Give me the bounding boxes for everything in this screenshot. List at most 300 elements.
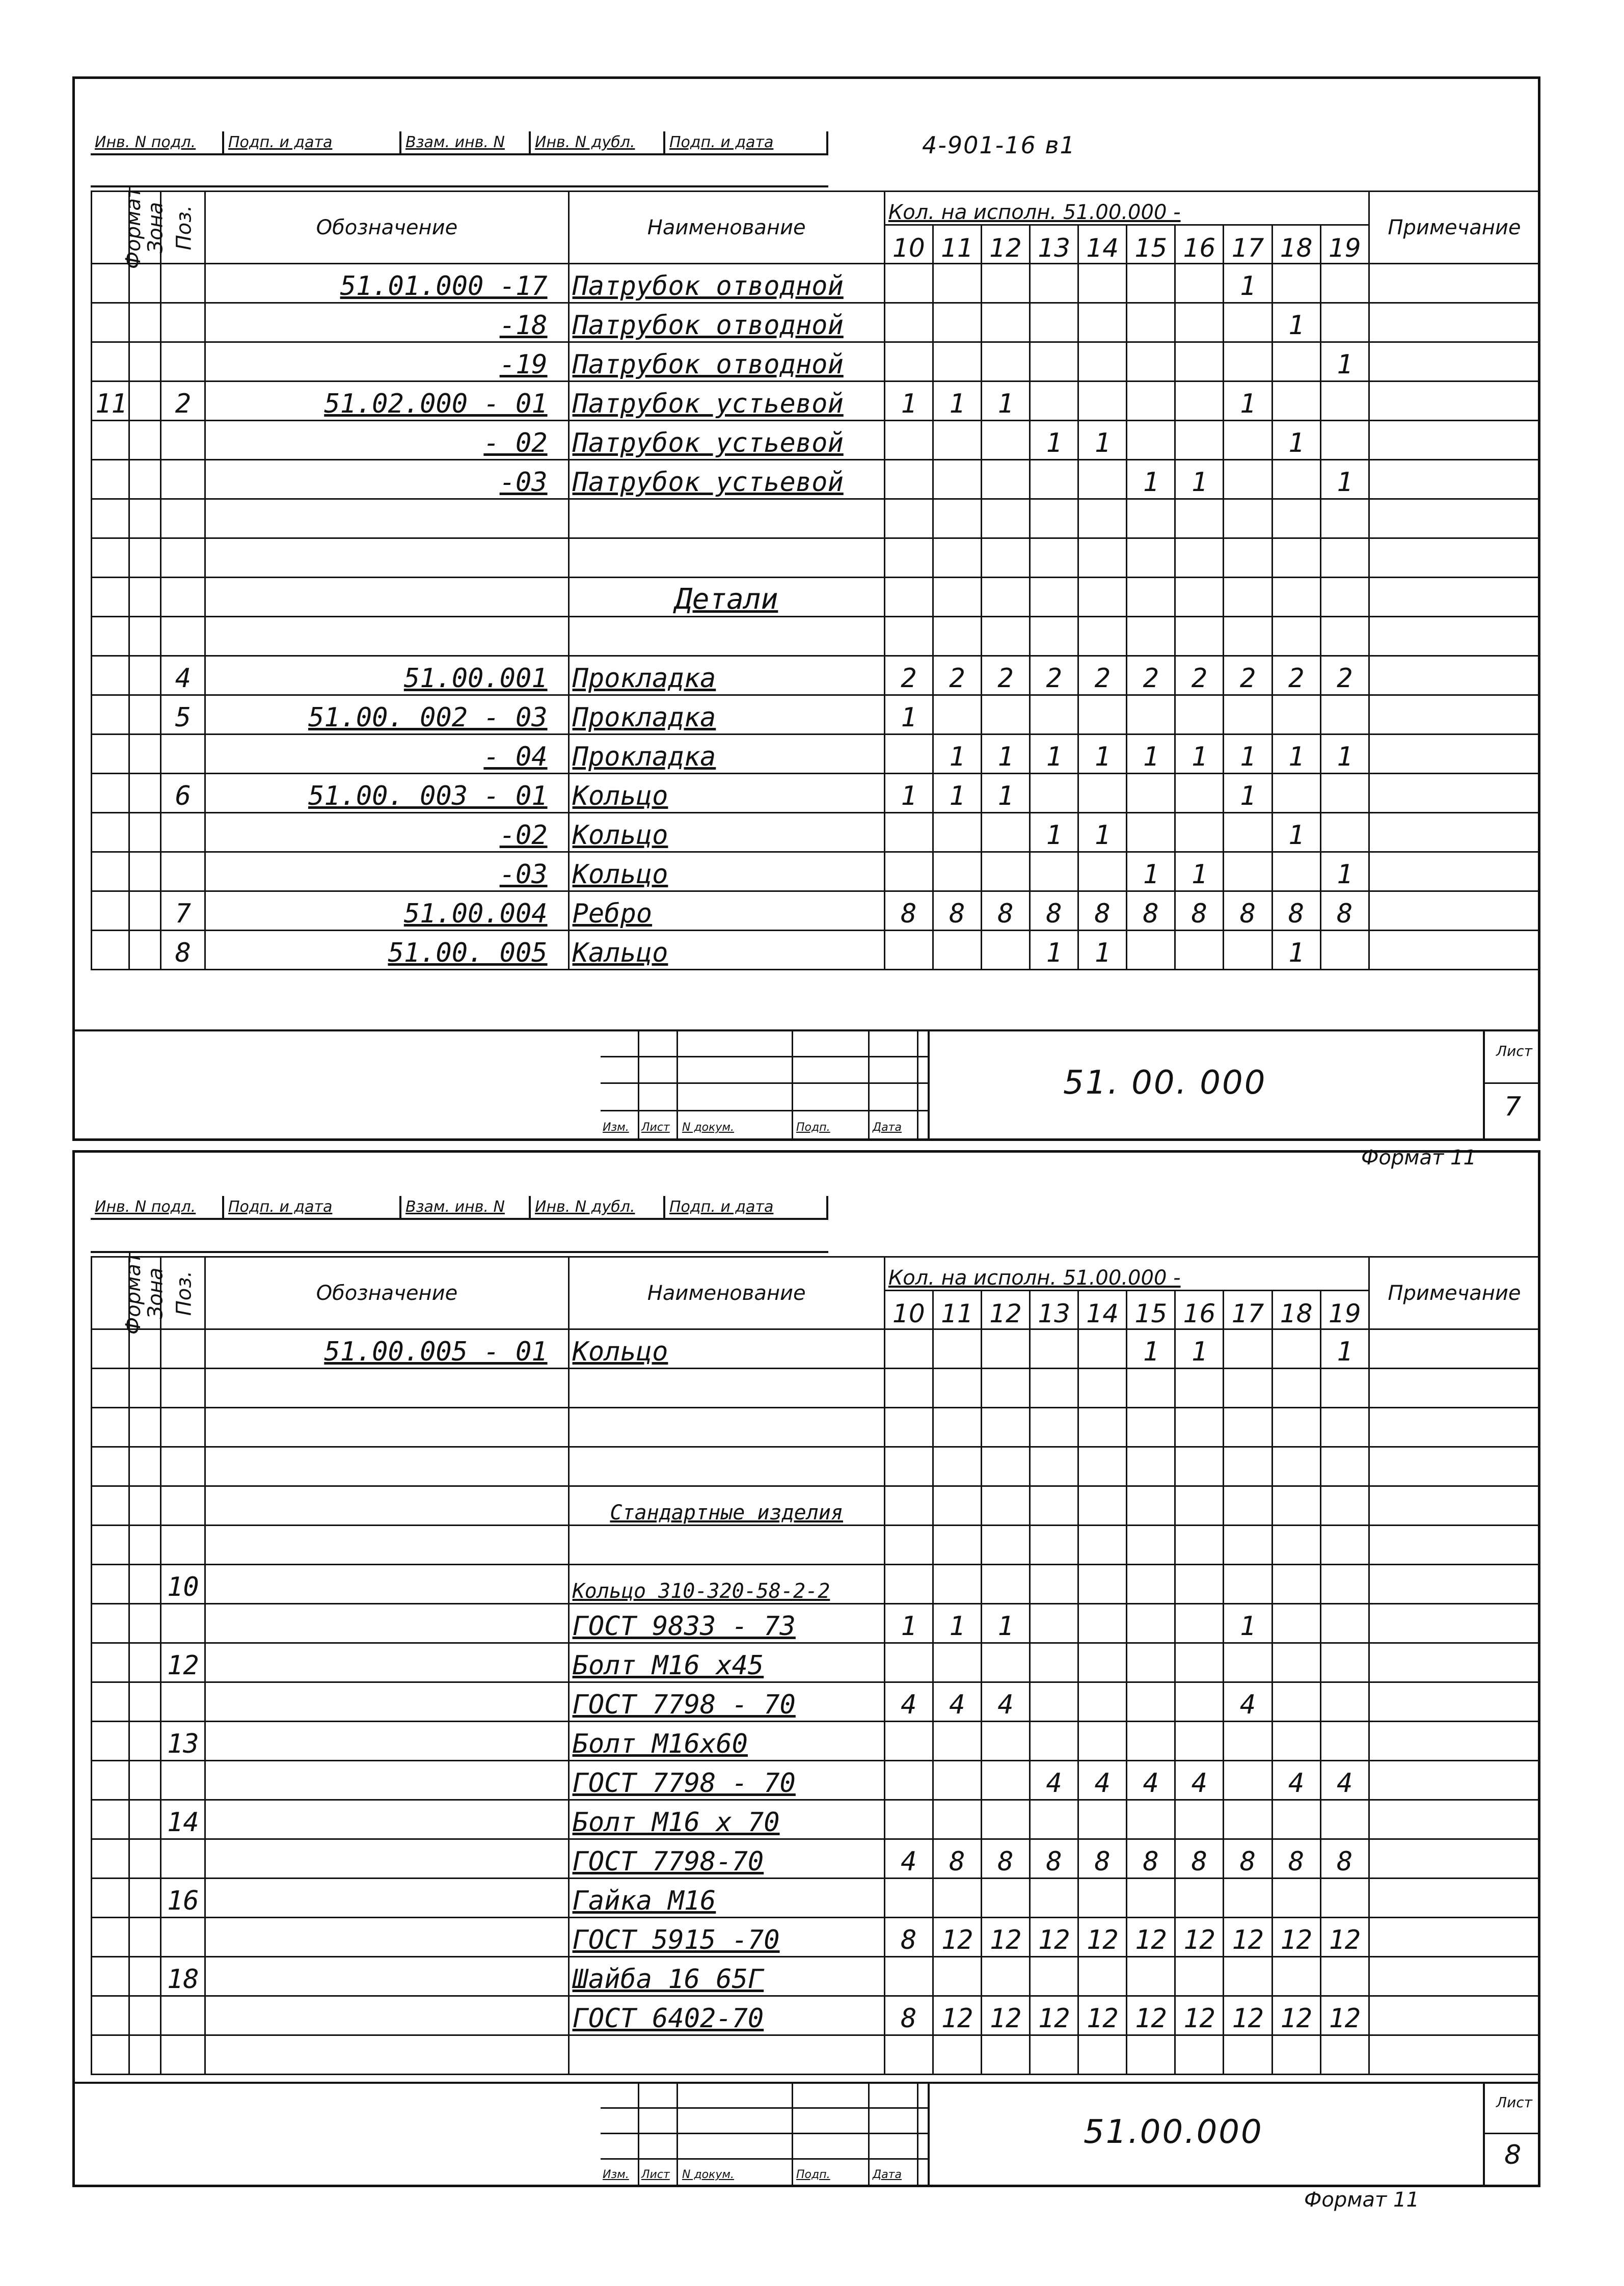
cell-quantity: 1 xyxy=(1224,1604,1272,1643)
cell-quantity: 1 xyxy=(1224,734,1272,774)
cell-quantity xyxy=(1078,1369,1127,1408)
cell-name: Кольцо xyxy=(569,813,884,852)
cell-quantity xyxy=(1078,382,1127,421)
cell-quantity xyxy=(1224,1643,1272,1682)
cell-quantity xyxy=(1224,852,1272,891)
column-header-quantity: Кол. на исполн. 51.00.000 - xyxy=(884,1257,1369,1291)
cell-name: Патрубок отводной xyxy=(569,264,884,303)
cell-quantity: 4 xyxy=(1127,1761,1175,1800)
cell-name: Болт М16х60 xyxy=(569,1722,884,1761)
column-header-designation: Обозначение xyxy=(205,192,569,264)
cell-quantity xyxy=(1224,2035,1272,2075)
cell-quantity: 1 xyxy=(1127,460,1175,499)
column-header-quantity: Кол. на исполн. 51.00.000 - xyxy=(884,192,1369,225)
variant-header: 12 xyxy=(982,225,1030,264)
cell-designation xyxy=(205,1486,569,1526)
cell-quantity xyxy=(933,1447,981,1486)
variant-header: 17 xyxy=(1224,1291,1272,1329)
cell-quantity xyxy=(1272,1800,1320,1839)
cell-name xyxy=(569,538,884,578)
cell-position xyxy=(161,499,205,538)
cell-name: ГОСТ 7798 - 70 xyxy=(569,1682,884,1722)
cell-quantity: 1 xyxy=(933,734,981,774)
cell-name xyxy=(569,1526,884,1565)
cell-quantity xyxy=(884,813,933,852)
cell-format xyxy=(92,1565,129,1604)
column-header-format: Формат xyxy=(92,1257,129,1329)
cell-quantity xyxy=(1127,1643,1175,1682)
cell-zone xyxy=(129,734,161,774)
cell-quantity: 1 xyxy=(1127,852,1175,891)
cell-quantity xyxy=(1078,342,1127,382)
spec-table-sheet-7 xyxy=(91,186,1540,970)
cell-quantity xyxy=(1030,1369,1078,1408)
cell-quantity xyxy=(933,538,981,578)
header-cell: Инв. N подл. xyxy=(91,1196,224,1218)
cell-designation xyxy=(205,1643,569,1682)
cell-quantity: 1 xyxy=(1272,421,1320,460)
cell-zone xyxy=(129,1839,161,1879)
cell-format xyxy=(92,617,129,656)
cell-quantity xyxy=(933,2035,981,2075)
cell-quantity xyxy=(1272,695,1320,734)
cell-quantity: 2 xyxy=(933,656,981,695)
cell-quantity xyxy=(1030,1957,1078,1996)
cell-format xyxy=(92,460,129,499)
cell-quantity xyxy=(1030,578,1078,617)
cell-designation: - 04 xyxy=(205,734,569,774)
cell-quantity xyxy=(1078,578,1127,617)
cell-quantity xyxy=(1175,813,1224,852)
cell-zone xyxy=(129,656,161,695)
cell-position xyxy=(161,1839,205,1879)
cell-format xyxy=(92,1918,129,1957)
cell-quantity xyxy=(933,264,981,303)
cell-quantity xyxy=(1175,303,1224,342)
cell-quantity xyxy=(933,1722,981,1761)
cell-quantity xyxy=(1030,382,1078,421)
cell-zone xyxy=(129,1604,161,1643)
cell-name: Детали xyxy=(569,578,884,617)
cell-name: Кольцо xyxy=(569,852,884,891)
cell-note xyxy=(1369,931,1539,970)
cell-quantity: 1 xyxy=(1320,852,1369,891)
cell-quantity: 1 xyxy=(1030,734,1078,774)
cell-quantity: 1 xyxy=(933,774,981,813)
cell-quantity xyxy=(1320,2035,1369,2075)
column-header-note: Примечание xyxy=(1369,192,1539,264)
cell-designation xyxy=(205,2035,569,2075)
cell-quantity xyxy=(933,931,981,970)
cell-quantity: 8 xyxy=(1078,891,1127,931)
cell-designation xyxy=(205,1682,569,1722)
cell-quantity xyxy=(1127,617,1175,656)
cell-quantity: 1 xyxy=(1272,813,1320,852)
cell-quantity: 8 xyxy=(1030,1839,1078,1879)
header-cell: Взам. инв. N xyxy=(401,131,531,153)
cell-quantity xyxy=(1320,1565,1369,1604)
cell-quantity xyxy=(1078,1408,1127,1447)
cell-quantity xyxy=(1175,1486,1224,1526)
cell-designation: 51.00. 003 - 01 xyxy=(205,774,569,813)
table-row xyxy=(92,460,1540,499)
cell-position: 8 xyxy=(161,931,205,970)
cell-quantity xyxy=(1127,1408,1175,1447)
cell-format xyxy=(92,1329,129,1369)
cell-designation xyxy=(205,1526,569,1565)
cell-zone xyxy=(129,695,161,734)
variant-header: 17 xyxy=(1224,225,1272,264)
cell-quantity xyxy=(1320,1447,1369,1486)
cell-position xyxy=(161,2035,205,2075)
cell-note xyxy=(1369,1839,1539,1879)
cell-quantity xyxy=(1320,931,1369,970)
cell-quantity xyxy=(884,342,933,382)
cell-quantity xyxy=(884,1408,933,1447)
cell-quantity xyxy=(1030,460,1078,499)
cell-quantity xyxy=(1030,1682,1078,1722)
cell-quantity xyxy=(1272,382,1320,421)
stamp-label: Дата xyxy=(873,1121,902,1134)
cell-quantity: 1 xyxy=(1272,734,1320,774)
cell-quantity xyxy=(933,1329,981,1369)
cell-quantity xyxy=(884,1565,933,1604)
table-row xyxy=(92,695,1540,734)
cell-position: 12 xyxy=(161,1643,205,1682)
cell-quantity xyxy=(1030,538,1078,578)
variant-header: 15 xyxy=(1127,225,1175,264)
cell-quantity: 1 xyxy=(1320,1329,1369,1369)
stamp-label: Подп. xyxy=(796,1121,830,1134)
cell-format xyxy=(92,342,129,382)
cell-position xyxy=(161,421,205,460)
cell-quantity: 1 xyxy=(1320,342,1369,382)
cell-quantity xyxy=(1224,1447,1272,1486)
cell-quantity: 12 xyxy=(1175,1918,1224,1957)
cell-quantity xyxy=(1224,1565,1272,1604)
cell-quantity xyxy=(1030,264,1078,303)
cell-format xyxy=(92,1604,129,1643)
cell-name: Шайба 16 65Г xyxy=(569,1957,884,1996)
sheet-number-box xyxy=(1483,1031,1538,1140)
cell-quantity xyxy=(1030,1329,1078,1369)
cell-quantity xyxy=(982,460,1030,499)
cell-quantity: 12 xyxy=(1224,1996,1272,2035)
cell-quantity xyxy=(1320,499,1369,538)
cell-quantity xyxy=(1272,1957,1320,1996)
cell-quantity xyxy=(1175,1604,1224,1643)
cell-quantity xyxy=(982,264,1030,303)
cell-quantity xyxy=(982,2035,1030,2075)
cell-name xyxy=(569,1408,884,1447)
cell-note xyxy=(1369,578,1539,617)
cell-quantity: 1 xyxy=(1127,1329,1175,1369)
cell-zone xyxy=(129,1486,161,1526)
cell-format xyxy=(92,538,129,578)
cell-name: Патрубок устьевой xyxy=(569,382,884,421)
cell-name: Болт М16 х45 xyxy=(569,1643,884,1682)
document-number: 4-901-16 в1 xyxy=(922,131,1076,159)
cell-quantity xyxy=(1272,538,1320,578)
cell-quantity xyxy=(1272,460,1320,499)
cell-quantity xyxy=(1320,1957,1369,1996)
cell-quantity xyxy=(1224,578,1272,617)
cell-quantity xyxy=(1320,1722,1369,1761)
cell-note xyxy=(1369,1604,1539,1643)
header-cell: Инв. N дубл. xyxy=(531,1196,665,1218)
variant-header: 18 xyxy=(1272,225,1320,264)
cell-zone xyxy=(129,1682,161,1722)
cell-zone xyxy=(129,1879,161,1918)
cell-quantity xyxy=(933,1879,981,1918)
cell-quantity xyxy=(1272,1643,1320,1682)
cell-position xyxy=(161,578,205,617)
cell-quantity xyxy=(1272,1604,1320,1643)
cell-quantity xyxy=(1030,2035,1078,2075)
cell-quantity xyxy=(1127,578,1175,617)
cell-note xyxy=(1369,1957,1539,1996)
cell-quantity xyxy=(1320,1800,1369,1839)
cell-quantity xyxy=(1224,538,1272,578)
cell-quantity xyxy=(884,1486,933,1526)
cell-quantity xyxy=(1030,774,1078,813)
table-row xyxy=(92,303,1540,342)
cell-quantity: 4 xyxy=(1320,1761,1369,1800)
cell-name: Прокладка xyxy=(569,734,884,774)
table-row xyxy=(92,1604,1540,1643)
cell-quantity xyxy=(1078,1879,1127,1918)
cell-note xyxy=(1369,1879,1539,1918)
cell-quantity xyxy=(1030,499,1078,538)
column-header-format: Формат xyxy=(92,192,129,264)
cell-designation: 51.00. 005 xyxy=(205,931,569,970)
cell-quantity xyxy=(1078,852,1127,891)
cell-quantity xyxy=(982,1761,1030,1800)
cell-quantity xyxy=(982,1408,1030,1447)
cell-quantity xyxy=(933,303,981,342)
cell-zone xyxy=(129,774,161,813)
cell-quantity xyxy=(982,852,1030,891)
cell-quantity xyxy=(884,1643,933,1682)
cell-quantity xyxy=(1030,1604,1078,1643)
cell-position xyxy=(161,1369,205,1408)
cell-quantity xyxy=(1078,2035,1127,2075)
cell-quantity xyxy=(1320,617,1369,656)
cell-quantity xyxy=(1175,931,1224,970)
cell-quantity xyxy=(933,695,981,734)
header-cell: Инв. N дубл. xyxy=(531,131,665,153)
cell-quantity xyxy=(1320,303,1369,342)
cell-quantity: 1 xyxy=(982,774,1030,813)
stamp-label: N докум. xyxy=(682,2168,735,2181)
cell-note xyxy=(1369,303,1539,342)
cell-quantity xyxy=(1030,1800,1078,1839)
cell-quantity xyxy=(1175,382,1224,421)
cell-designation: -02 xyxy=(205,813,569,852)
cell-quantity xyxy=(1175,342,1224,382)
cell-position xyxy=(161,460,205,499)
cell-position: 13 xyxy=(161,1722,205,1761)
cell-quantity xyxy=(1127,1604,1175,1643)
cell-note xyxy=(1369,813,1539,852)
table-row xyxy=(92,656,1540,695)
cell-position: 4 xyxy=(161,656,205,695)
cell-quantity: 8 xyxy=(1320,1839,1369,1879)
cell-position xyxy=(161,303,205,342)
cell-quantity xyxy=(1320,578,1369,617)
cell-quantity: 8 xyxy=(1272,1839,1320,1879)
cell-quantity xyxy=(933,1643,981,1682)
cell-quantity: 12 xyxy=(1320,1918,1369,1957)
stamp-label: Изм. xyxy=(603,1121,629,1134)
table-row xyxy=(92,1682,1540,1722)
table-row xyxy=(92,1800,1540,1839)
cell-name xyxy=(569,617,884,656)
cell-quantity xyxy=(1078,499,1127,538)
cell-designation xyxy=(205,1957,569,1996)
cell-zone xyxy=(129,578,161,617)
cell-quantity xyxy=(982,1329,1030,1369)
cell-zone xyxy=(129,1918,161,1957)
cell-name: Стандартные изделия xyxy=(569,1486,884,1526)
cell-quantity xyxy=(1320,1486,1369,1526)
cell-quantity xyxy=(1030,1722,1078,1761)
cell-quantity: 1 xyxy=(1320,734,1369,774)
cell-quantity: 1 xyxy=(1078,931,1127,970)
column-header-zone: Зона xyxy=(129,192,161,264)
cell-format xyxy=(92,695,129,734)
cell-quantity xyxy=(1078,1486,1127,1526)
cell-quantity xyxy=(933,1486,981,1526)
cell-quantity: 1 xyxy=(1175,460,1224,499)
cell-quantity xyxy=(1078,538,1127,578)
table-row xyxy=(92,499,1540,538)
cell-quantity xyxy=(933,1565,981,1604)
cell-quantity xyxy=(1272,264,1320,303)
cell-quantity: 12 xyxy=(933,1918,981,1957)
cell-name: Кольцо xyxy=(569,774,884,813)
stamp-label: Изм. xyxy=(603,2168,629,2181)
cell-quantity xyxy=(1078,264,1127,303)
cell-quantity xyxy=(1030,617,1078,656)
cell-position xyxy=(161,1447,205,1486)
table-row xyxy=(92,1486,1540,1526)
cell-designation xyxy=(205,1722,569,1761)
cell-quantity xyxy=(1078,1957,1127,1996)
cell-note xyxy=(1369,1918,1539,1957)
column-header-position: Поз. xyxy=(161,192,205,264)
cell-quantity xyxy=(1320,382,1369,421)
title-block-sheet-8 xyxy=(75,2082,1538,2185)
cell-quantity xyxy=(1272,1879,1320,1918)
cell-name: ГОСТ 7798-70 xyxy=(569,1839,884,1879)
cell-quantity xyxy=(1175,1447,1224,1486)
table-row xyxy=(92,1957,1540,1996)
cell-quantity xyxy=(1030,852,1078,891)
variant-header: 10 xyxy=(884,225,933,264)
stamp-label: Дата xyxy=(873,2168,902,2181)
cell-note xyxy=(1369,852,1539,891)
cell-note xyxy=(1369,1565,1539,1604)
variant-header: 16 xyxy=(1175,1291,1224,1329)
cell-format xyxy=(92,1839,129,1879)
cell-position xyxy=(161,734,205,774)
cell-note xyxy=(1369,1408,1539,1447)
variant-header: 19 xyxy=(1320,225,1369,264)
header-cell: Подп. и дата xyxy=(224,131,401,153)
cell-quantity: 4 xyxy=(884,1839,933,1879)
column-header-name: Наименование xyxy=(569,1257,884,1329)
cell-quantity xyxy=(884,931,933,970)
cell-quantity xyxy=(982,499,1030,538)
cell-format xyxy=(92,1996,129,2035)
cell-quantity: 4 xyxy=(1224,1682,1272,1722)
cell-quantity: 1 xyxy=(982,382,1030,421)
cell-quantity: 12 xyxy=(1272,1918,1320,1957)
cell-quantity: 2 xyxy=(1175,656,1224,695)
table-row xyxy=(92,1526,1540,1565)
cell-quantity xyxy=(1030,1879,1078,1918)
cell-quantity xyxy=(884,1329,933,1369)
table-row xyxy=(92,1408,1540,1447)
cell-quantity xyxy=(933,460,981,499)
cell-format xyxy=(92,303,129,342)
cell-quantity: 1 xyxy=(884,774,933,813)
cell-quantity xyxy=(1175,1643,1224,1682)
cell-quantity xyxy=(1175,578,1224,617)
cell-quantity xyxy=(1320,1682,1369,1722)
document-code: 51.00.000 xyxy=(1084,2113,1263,2151)
cell-quantity xyxy=(982,421,1030,460)
cell-quantity: 1 xyxy=(1272,303,1320,342)
variant-header: 15 xyxy=(1127,1291,1175,1329)
header-underline xyxy=(91,1251,828,1253)
cell-quantity: 8 xyxy=(1127,891,1175,931)
stamp-label: N докум. xyxy=(682,1121,735,1134)
cell-quantity: 2 xyxy=(1320,656,1369,695)
cell-quantity: 8 xyxy=(1224,891,1272,931)
cell-quantity xyxy=(1175,774,1224,813)
cell-name: Кольцо 310-320-58-2-2 xyxy=(569,1565,884,1604)
cell-name: Прокладка xyxy=(569,656,884,695)
stamp-label: Лист xyxy=(641,1121,670,1134)
cell-quantity: 12 xyxy=(1030,1918,1078,1957)
cell-quantity xyxy=(982,1957,1030,1996)
cell-quantity xyxy=(982,695,1030,734)
cell-format xyxy=(92,1408,129,1447)
cell-quantity: 1 xyxy=(933,382,981,421)
header-inventory-row xyxy=(91,131,828,155)
cell-quantity: 4 xyxy=(1030,1761,1078,1800)
table-row xyxy=(92,578,1540,617)
cell-quantity xyxy=(1224,813,1272,852)
cell-quantity xyxy=(1320,421,1369,460)
cell-quantity xyxy=(1272,1447,1320,1486)
cell-quantity xyxy=(1175,421,1224,460)
cell-quantity: 1 xyxy=(1224,264,1272,303)
column-header-designation: Обозначение xyxy=(205,1257,569,1329)
cell-quantity xyxy=(884,303,933,342)
cell-position: 2 xyxy=(161,382,205,421)
stamp-label: Подп. xyxy=(796,2168,830,2181)
cell-quantity: 2 xyxy=(982,656,1030,695)
cell-quantity xyxy=(982,1722,1030,1761)
cell-quantity: 2 xyxy=(1272,656,1320,695)
cell-quantity: 1 xyxy=(1175,1329,1224,1369)
cell-position: 5 xyxy=(161,695,205,734)
cell-designation: 51.01.000 -17 xyxy=(205,264,569,303)
cell-quantity: 12 xyxy=(1030,1996,1078,2035)
